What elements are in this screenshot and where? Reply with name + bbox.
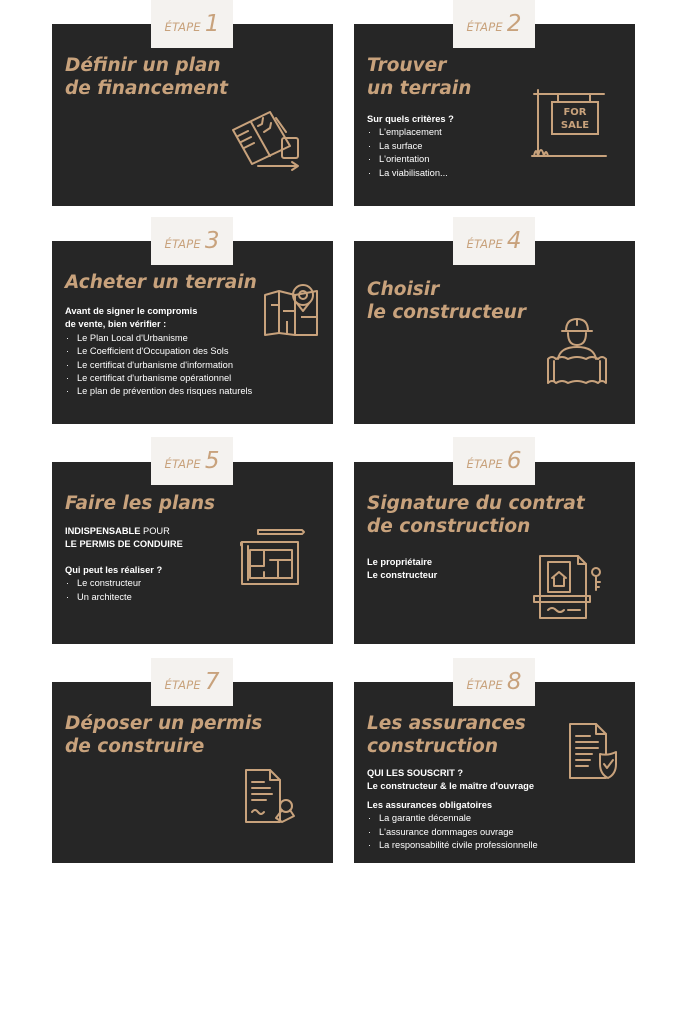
check-heading: Avant de signer le compromis de vente, bien vérifier : <box>65 306 198 330</box>
party-line: Le propriétaire <box>367 557 433 567</box>
emphasis-rest: POUR <box>140 526 170 536</box>
step-tab-2 <box>453 0 535 48</box>
list-item: · Le Plan Local d'Urbanisme <box>65 332 252 345</box>
list-item: · Le Coefficient d'Occupation des Sols <box>65 345 252 358</box>
step-title: Choisir le constructeur <box>367 279 526 323</box>
step-tab-5 <box>151 437 233 485</box>
list-item: · L'emplacement <box>367 126 454 139</box>
step-text <box>65 305 252 399</box>
step-label: ÉTAPE <box>164 236 201 251</box>
step-card-3 <box>52 241 333 424</box>
step-number: 5 <box>204 448 220 474</box>
step-tab-1 <box>151 0 233 48</box>
step-label: ÉTAPE <box>164 677 201 692</box>
step-text <box>367 767 538 852</box>
step-label: ÉTAPE <box>466 677 503 692</box>
step-title: Signature du contrat de construction <box>367 493 585 537</box>
who-answer: Le constructeur & le maître d'ouvrage <box>367 781 535 792</box>
for-sale-sign-icon <box>530 86 608 160</box>
list-item: · L'orientation <box>367 153 454 166</box>
step-card-5 <box>52 462 333 644</box>
step-tab-8 <box>453 658 535 706</box>
who-question: QUI LES SOUSCRIT ? <box>367 768 464 778</box>
list-item: · La responsabilité civile professionnelle <box>367 839 538 852</box>
builder-with-plan-icon <box>544 317 610 389</box>
list-item: · L'assurance dommages ouvrage <box>367 826 538 839</box>
step-card-1 <box>52 24 333 206</box>
list-item: · Le plan de prévention des risques naturels <box>65 385 252 398</box>
insurance-list <box>367 812 538 852</box>
list-item: · Le certificat d'urbanisme d'information <box>65 359 252 372</box>
criteria-heading: Sur quels critères ? <box>367 114 454 124</box>
step-card-6 <box>354 462 635 644</box>
list-item: · La surface <box>367 140 454 153</box>
list-item: · Un architecte <box>65 591 183 604</box>
check-list <box>65 332 252 399</box>
step-number: 3 <box>204 228 220 254</box>
blueprint-icon <box>240 526 306 588</box>
svg-text:SALE: SALE <box>560 120 590 131</box>
party-line: Le constructeur <box>367 570 438 581</box>
step-card-7 <box>52 682 333 863</box>
step-title: Acheter un terrain <box>65 272 257 293</box>
step-text <box>367 113 454 180</box>
step-tab-7 <box>151 658 233 706</box>
list-item: · La garantie décennale <box>367 812 538 825</box>
map-location-icon <box>263 281 319 337</box>
svg-text:FOR: FOR <box>563 107 587 118</box>
step-number: 1 <box>204 11 220 37</box>
step-label: ÉTAPE <box>164 456 201 471</box>
emphasis-text-2: LE PERMIS DE CONDUIRE <box>65 539 183 550</box>
step-number: 4 <box>506 228 522 254</box>
step-title: Définir un plan de financement <box>65 55 228 99</box>
step-card-2 <box>354 24 635 206</box>
step-text <box>367 556 437 583</box>
step-number: 8 <box>506 669 522 695</box>
step-number: 7 <box>204 669 220 695</box>
criteria-list <box>367 126 454 180</box>
step-text <box>65 525 183 604</box>
financial-notebook-icon <box>230 102 302 172</box>
step-card-4 <box>354 241 635 424</box>
step-label: ÉTAPE <box>466 19 503 34</box>
step-title: Déposer un permis de construire <box>65 713 263 757</box>
step-title: Faire les plans <box>65 493 216 514</box>
emphasis-text: INDISPENSABLE <box>65 526 141 536</box>
list-item: · Le certificat d'urbanisme opérationnel <box>65 372 252 385</box>
list-item: · La viabilisation... <box>367 167 454 180</box>
permit-document-icon <box>242 768 298 826</box>
step-label: ÉTAPE <box>466 456 503 471</box>
step-label: ÉTAPE <box>466 236 503 251</box>
step-tab-6 <box>453 437 535 485</box>
step-title: Trouver un terrain <box>367 55 472 99</box>
step-title: Les assurances construction <box>367 713 526 757</box>
mandatory-heading: Les assurances obligatoires <box>367 799 493 810</box>
who-heading: Qui peut les réaliser ? <box>65 564 163 575</box>
insurance-shield-icon <box>566 722 622 782</box>
step-number: 6 <box>506 448 522 474</box>
step-tab-4 <box>453 217 535 265</box>
list-item: · Le constructeur <box>65 577 183 590</box>
step-tab-3 <box>151 217 233 265</box>
who-list <box>65 577 183 604</box>
contract-key-icon <box>532 554 604 620</box>
step-number: 2 <box>506 11 522 37</box>
step-label: ÉTAPE <box>164 19 201 34</box>
step-card-8 <box>354 682 635 863</box>
